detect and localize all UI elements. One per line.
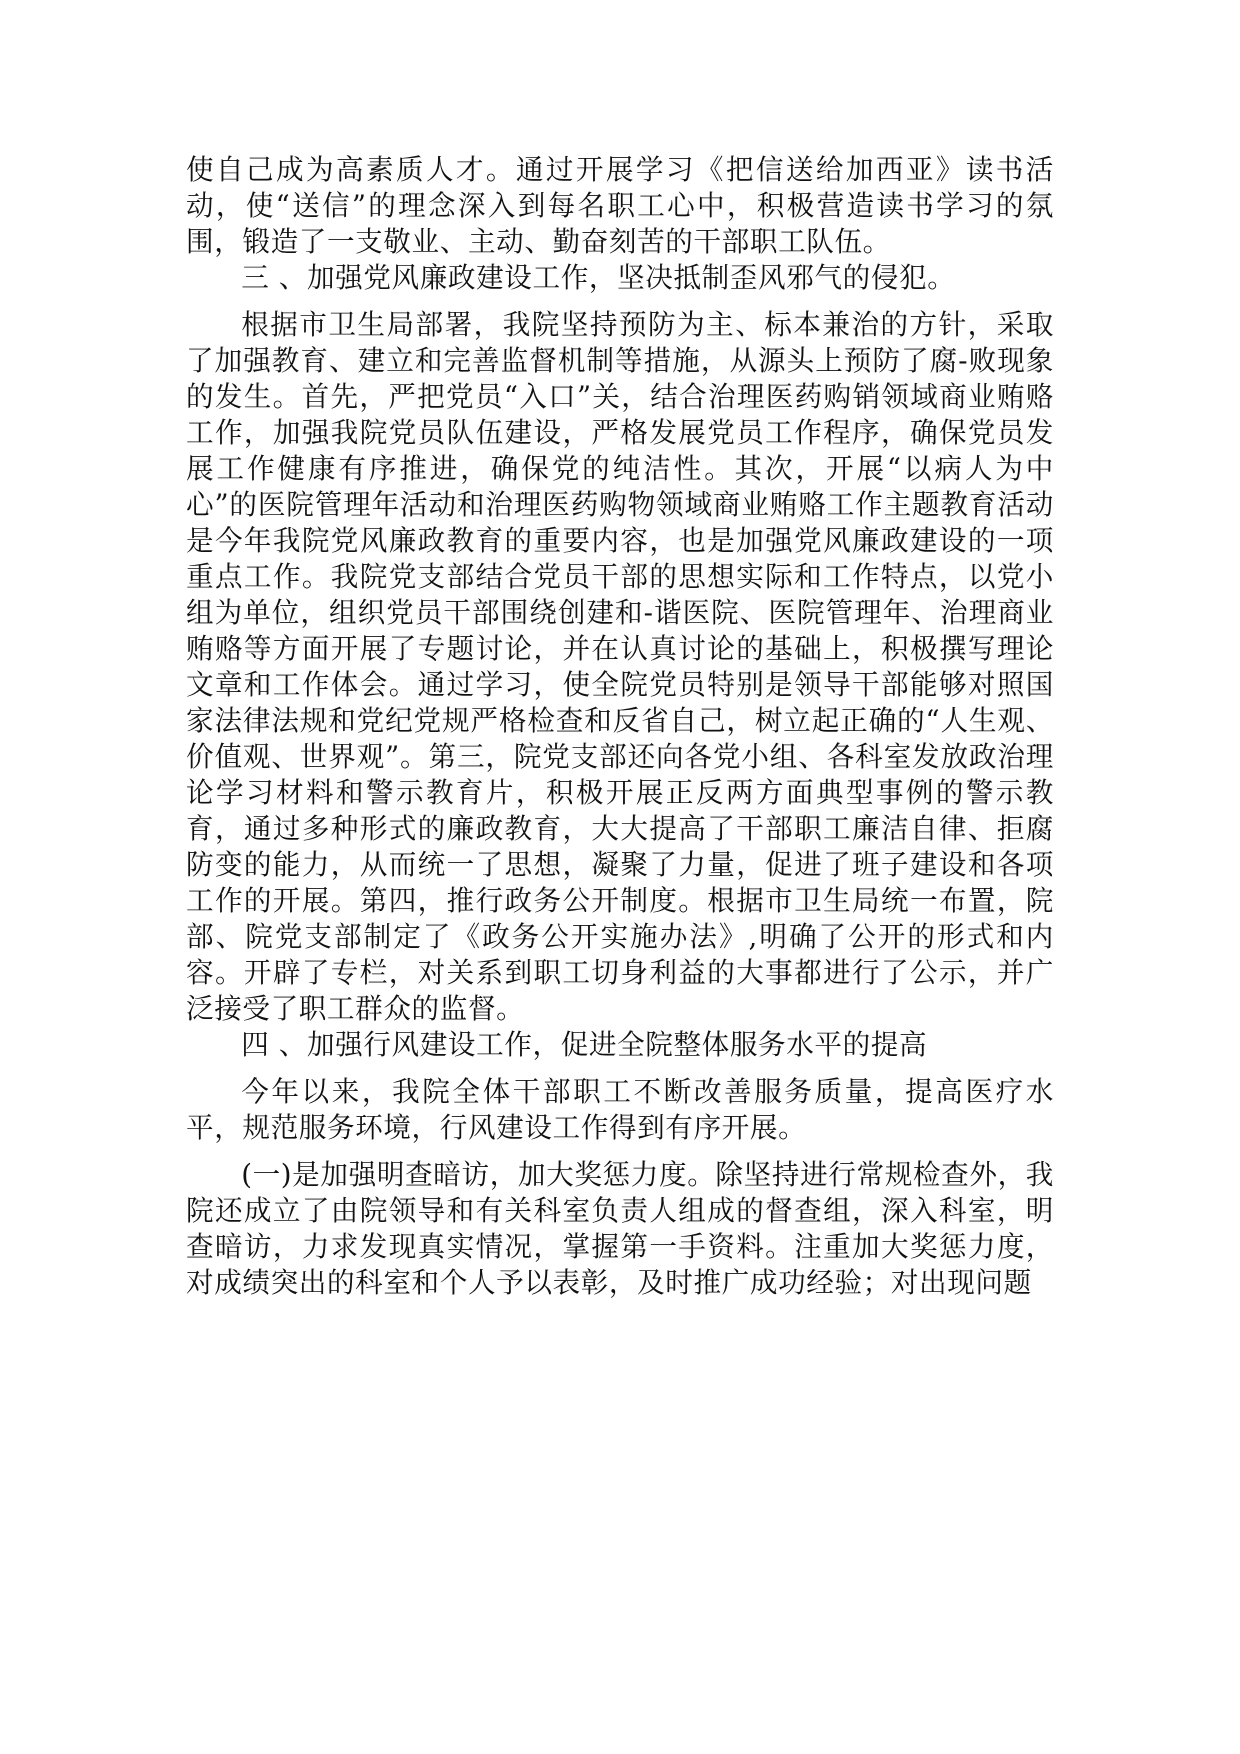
section-heading-four: 四 、加强行风建设工作，促进全院整体服务水平的提高 xyxy=(241,1028,928,1061)
section-heading-three: 三 、加强党风廉政建设工作，坚决抵制歪风邪气的侵犯。 xyxy=(241,261,956,294)
paragraph-inspection: (一)是加强明查暗访，加大奖惩力度。除坚持进行常规检查外，我院还成立了由院领导和有关科室负责人组成的督查组，深入科室，明查暗访，力求发现真实情况，掌握第一手资料。注重加大奖惩力度，对成绩突出的科室和个人予以表彰，及时推广成功经验；对出现问题 xyxy=(186,1158,1054,1299)
paragraph-anti-corruption: 根据市卫生局部署，我院坚持预防为主、标本兼治的方针，采取了加强教育、建立和完善监督机制等措施，从源头上预防了腐-败现象的发生。首先，严把党员“入口”关，结合治理医药购销领域商业贿赂工作，加强我院党员队伍建设，严格发展党员工作程序，确保党员发展工作健康有序推进，确保党的纯洁性。其次，开展“以病人为中心”的医院管理年活动和治理医药购物领域商业贿赂工作主题教育活动是今年我院党风廉政教育的重要内容，也是加强党风廉政建设的一项重点工作。我院党支部结合党员干部的思想实际和工作特点，以党小组为单位，组织党员干部围绕创建和-谐医院、医院管理年、治理商业贿赂等方面开展了专题讨论，并在认真讨论的基础上，积极撰写理论文章和工作体会。通过学习，使全院党员特别是领导干部能够对照国家法律法规和党纪党规严格检查和反省自己，树立起正确的“人生观、价值观、世界观”。第三，院党支部还向各党小组、各科室发放政治理论学习材料和警示教育片，积极开展正反两方面典型事例的警示教育，通过多种形式的廉政教育，大大提高了干部职工廉洁自律、拒腐防变的能力，从而统一了思想，凝聚了力量，促进了班子建设和各项工作的开展。第四，推行政务公开制度。根据市卫生局统一布置，院部、院党支部制定了《政务公开实施办法》,明确了公开的形式和内容。开辟了专栏，对关系到职工切身利益的大事都进行了公示，并广泛接受了职工群众的监督。 xyxy=(186,308,1054,1025)
paragraph-service-quality: 今年以来，我院全体干部职工不断改善服务质量，提高医疗水平，规范服务环境，行风建设工作得到有序开展。 xyxy=(186,1075,1054,1144)
document-body xyxy=(186,152,1054,1301)
paragraph-reading-activity: 使自己成为高素质人才。通过开展学习《把信送给加西亚》读书活动，使“送信”的理念深入到每名职工心中，积极营造读书学习的氛围，锻造了一支敬业、主动、勤奋刻苦的干部职工队伍。 xyxy=(186,153,1054,258)
